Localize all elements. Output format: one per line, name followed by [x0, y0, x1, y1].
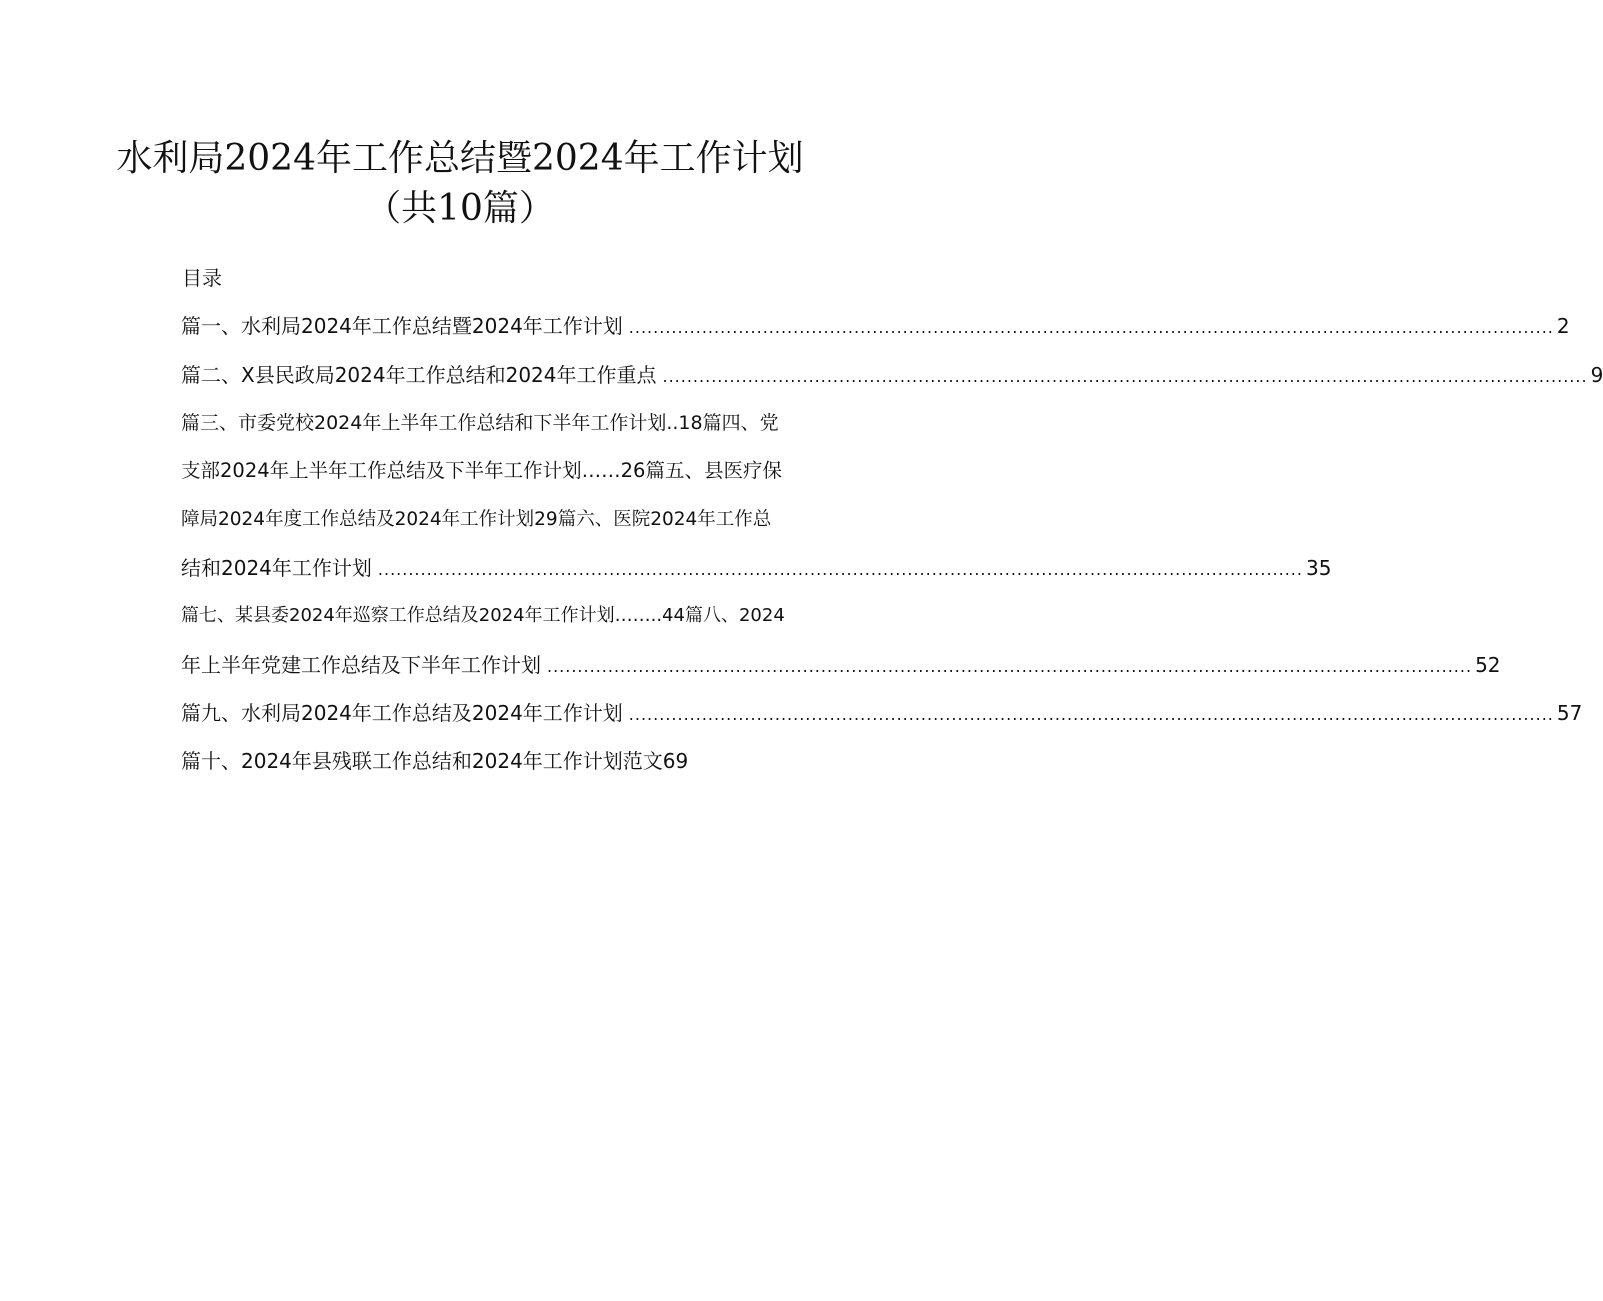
document-title-line-2: （共10篇） [365, 188, 555, 229]
toc-entry-text: 结和2024年工作计划 [181, 556, 372, 580]
toc-entry-text: 障局2024年度工作总结及2024年工作计划29篇六、医院2024年工作总 [181, 509, 772, 530]
toc-entry-9[interactable] [181, 700, 1583, 726]
toc-entry-text: 篇三、市委党校2024年上半年工作总结和下半年工作计划..18篇四、党 [181, 412, 779, 434]
toc-entry-10[interactable] [181, 748, 785, 774]
toc-leader-dots: ........................................................................................................................................................ [628, 318, 1554, 337]
toc-entry-4[interactable] [181, 458, 785, 484]
toc-entry-text: 篇七、某县委2024年巡察工作总结及2024年工作计划……..44篇八、2024 [181, 605, 785, 626]
toc-entry-text: 篇九、水利局2024年工作总结及2024年工作计划 [181, 701, 623, 725]
toc-leader-dots: ........................................................................................................................................................ [628, 705, 1554, 724]
toc-entry-1[interactable] [181, 313, 1570, 339]
toc-page-number: 52 [1475, 653, 1501, 677]
toc-entry-text: 篇二、X县民政局2024年工作总结和2024年工作重点 [181, 363, 657, 387]
toc-entry-text: 篇十、2024年县残联工作总结和2024年工作计划范文69 [181, 749, 689, 773]
toc-page-number: 35 [1305, 556, 1332, 580]
toc-leader-dots: ........................................................................................................................................................ [662, 367, 1588, 386]
toc-heading: 目录 [182, 266, 222, 290]
document-title-line-1: 水利局2024年工作总结暨2024年工作计划 [116, 138, 804, 179]
toc-entry-7[interactable] [181, 603, 785, 629]
toc-entry-text: 篇一、水利局2024年工作总结暨2024年工作计划 [181, 314, 623, 338]
toc-leader-dots: ........................................................................................................................................................ [547, 657, 1473, 676]
toc-leader-dots: ........................................................................................................................................................ [377, 560, 1303, 579]
toc-entry-text: 支部2024年上半年工作总结及下半年工作计划……26篇五、县医疗保 [181, 459, 782, 482]
toc-entry-3[interactable] [181, 410, 785, 436]
toc-entry-8[interactable] [181, 652, 1501, 678]
toc-page-number: 57 [1556, 701, 1583, 725]
toc-page-number: 9 [1590, 363, 1603, 387]
toc-entry-2[interactable] [181, 362, 1603, 388]
toc-entry-5[interactable] [181, 507, 785, 533]
toc-entry-6[interactable] [181, 555, 1332, 581]
toc-entry-text: 年上半年党建工作总结及下半年工作计划 [181, 653, 541, 677]
toc-page-number: 2 [1556, 314, 1570, 338]
